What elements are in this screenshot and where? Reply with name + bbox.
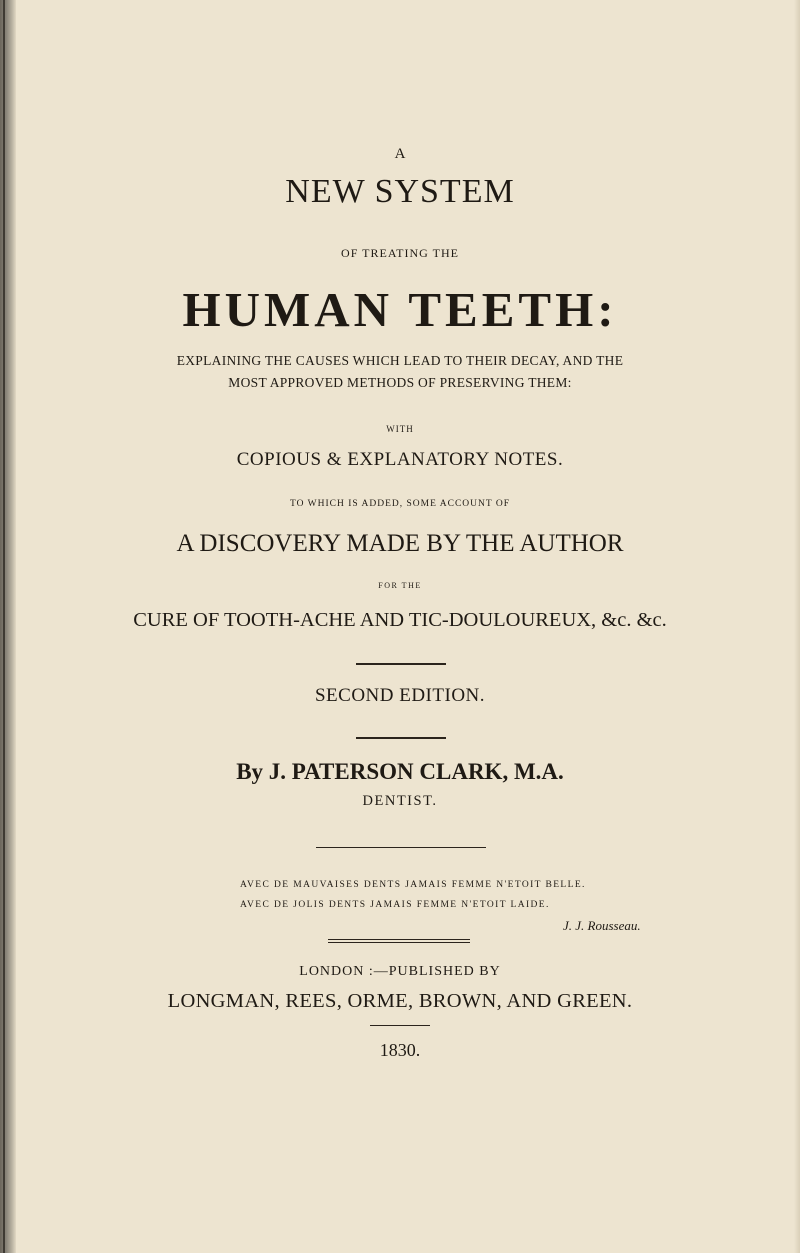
rule-epigraph-top xyxy=(316,847,486,848)
rule-double-bottom xyxy=(328,942,470,943)
for-the-label: FOR THE xyxy=(378,581,422,590)
notes-line: COPIOUS & EXPLANATORY NOTES. xyxy=(236,449,564,470)
title-new-system: NEW SYSTEM xyxy=(285,173,515,210)
epigraph-line-1: AVEC DE MAUVAISES DENTS JAMAIS FEMME N'ETOIT BELLE. xyxy=(240,880,586,890)
added-line: TO WHICH IS ADDED, SOME ACCOUNT OF xyxy=(289,499,511,509)
rule-short-2 xyxy=(356,737,446,739)
discovery-line: A DISCOVERY MADE BY THE AUTHOR xyxy=(176,530,624,557)
rule-short-1 xyxy=(356,663,446,665)
subtitle-line-2: MOST APPROVED METHODS OF PRESERVING THEM: xyxy=(228,375,572,390)
title-human-teeth: HUMAN TEETH: xyxy=(182,282,618,337)
imprint-line: LONDON :—PUBLISHED BY xyxy=(299,964,501,979)
title-article: A xyxy=(394,146,406,162)
cure-line: CURE OF TOOTH-ACHE AND TIC-DOULOUREUX, &c. &c. xyxy=(133,609,667,631)
title-of-treating: OF TREATING THE xyxy=(341,246,459,260)
epigraph-line-2: AVEC DE JOLIS DENTS JAMAIS FEMME N'ETOIT LAIDE. xyxy=(240,900,550,910)
author-line: By J. PATERSON CLARK, M.A. xyxy=(236,759,564,784)
rule-publisher xyxy=(370,1025,430,1026)
edition-line: SECOND EDITION. xyxy=(314,685,486,706)
subtitle-line-1: EXPLAINING THE CAUSES WHICH LEAD TO THEIR DECAY, AND THE xyxy=(176,353,624,368)
with-label: WITH xyxy=(386,424,414,434)
year-line: 1830. xyxy=(379,1040,421,1060)
publisher-line: LONGMAN, REES, ORME, BROWN, AND GREEN. xyxy=(167,990,633,1012)
rule-double-top xyxy=(328,939,470,940)
epigraph-attribution: J. J. Rousseau. xyxy=(563,918,641,933)
profession-line: DENTIST. xyxy=(362,793,438,809)
